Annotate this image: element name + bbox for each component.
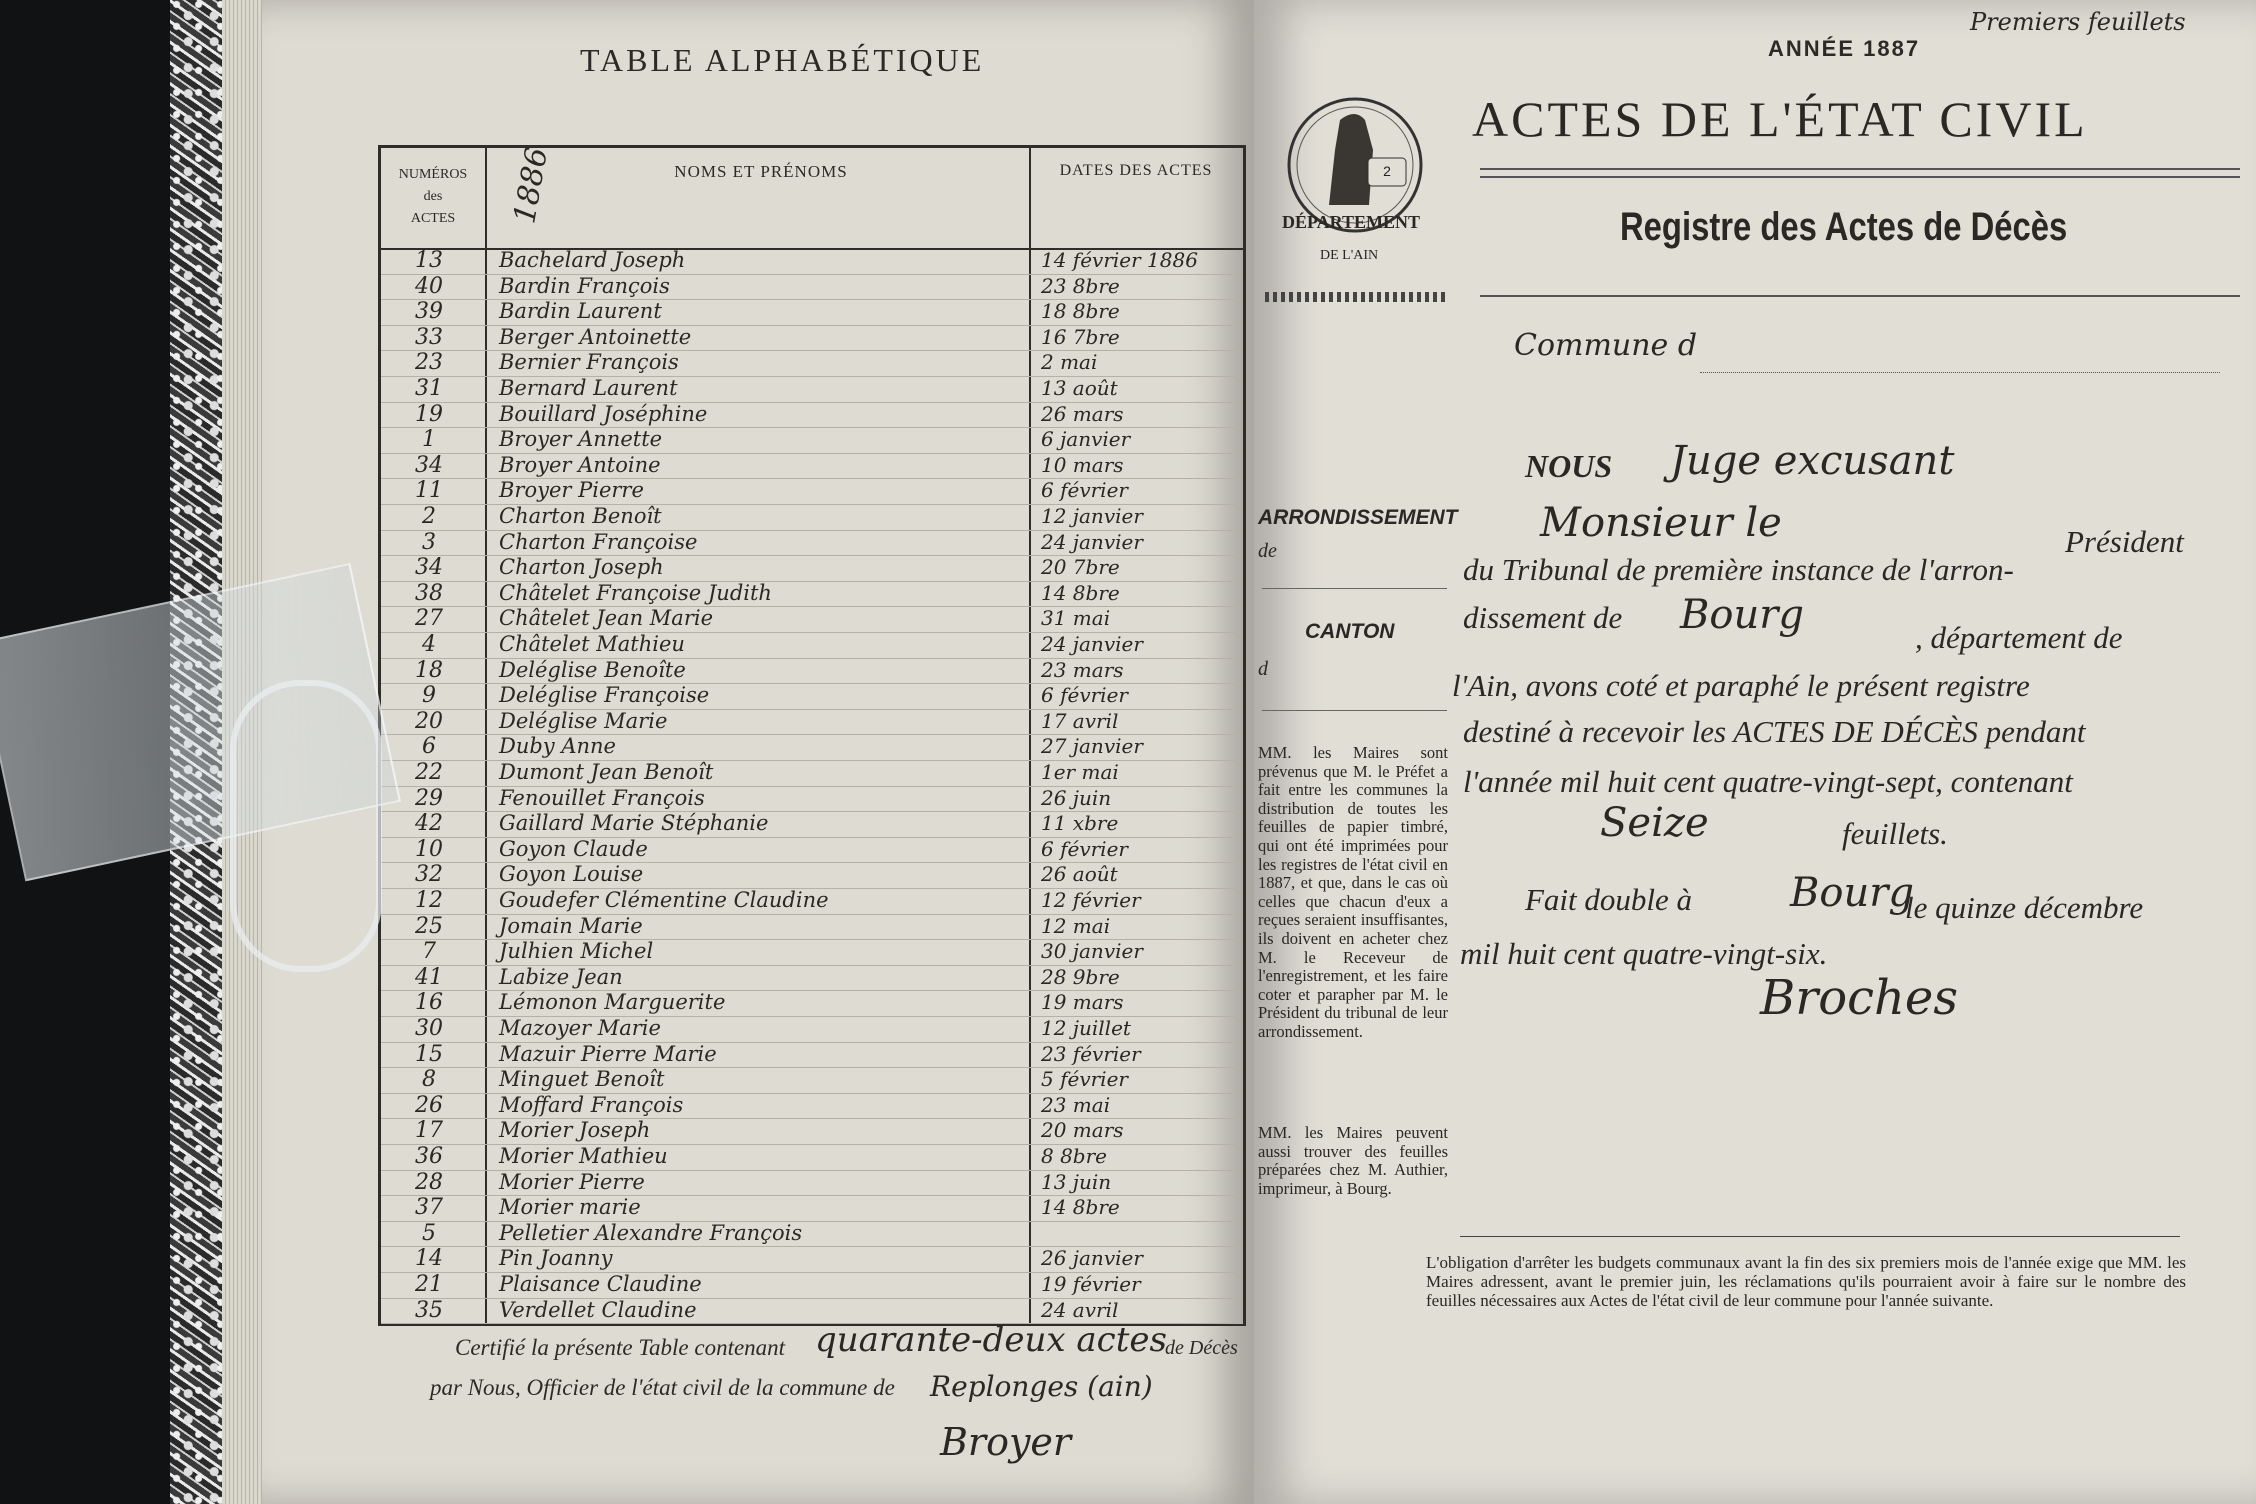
entry-date: 6 février <box>1041 478 1128 503</box>
table-row <box>381 862 1243 889</box>
entry-name: Bardin Laurent <box>499 299 662 324</box>
entry-name: Broyer Antoine <box>499 452 661 477</box>
entry-date: 6 février <box>1041 683 1128 708</box>
table-title: TABLE ALPHABÉTIQUE <box>580 42 985 78</box>
entry-date: 11 xbre <box>1041 811 1119 836</box>
entry-name: Goudefer Clémentine Claudine <box>499 888 829 912</box>
side-note-authier: MM. les Maires peuvent aussi trouver des feuilles préparées chez M. Authier, imprimeur, à Bourg. <box>1258 1123 1448 1198</box>
text-line-3: du Tribunal de première instance de l'arron- <box>1463 552 2014 587</box>
year-label: ANNÉE 1887 <box>1768 36 1921 61</box>
entry-name: Broyer Annette <box>499 427 663 452</box>
fill-monsieur: Monsieur le <box>1540 500 1782 546</box>
table-header <box>381 144 1243 250</box>
entry-name: Bardin François <box>499 273 670 298</box>
entry-number: 36 <box>415 1144 443 1169</box>
subtitle-rule <box>1480 295 2240 297</box>
entry-name: Fenouillet François <box>499 785 705 810</box>
entry-date: 14 février 1886 <box>1041 248 1198 272</box>
entry-date: 8 8bre <box>1041 1144 1108 1168</box>
entry-number: 30 <box>415 1016 443 1041</box>
side-note-maires: MM. les Maires sont prévenus que M. le Préfet a fait entre les communes la distribution de toutes les feuilles de papier timbré, qui ont été imprimées pour les registres de l'état civil en 1887, et que, dans le cas où celles que chacun d'eux a reçues seraient insuffisantes, ils doivent en acheter chez M. le Receveur de l'enregistrement, et les faire coter et parapher par M. le Président du tribunal de leur arrondissement. <box>1258 743 1448 1041</box>
arrondissement-label: ARRONDISSEMENT <box>1258 506 1458 529</box>
entry-date: 30 janvier <box>1041 939 1143 964</box>
entry-date: 26 août <box>1041 862 1118 887</box>
signature-right: Broches <box>1760 970 1958 1026</box>
header-numeros <box>383 164 483 230</box>
entry-number: 15 <box>415 1041 443 1067</box>
table-row <box>381 1246 1243 1273</box>
entry-date: 2 mai <box>1041 350 1098 375</box>
corner-note: Premiers feuillets <box>1970 8 2186 36</box>
entry-date: 1er mai <box>1041 760 1119 784</box>
table-row <box>381 1221 1243 1248</box>
commune-line <box>1700 372 2220 373</box>
entry-name: Morier marie <box>499 1195 641 1220</box>
table-row <box>381 299 1243 326</box>
bottom-note: L'obligation d'arrêter les budgets communaux avant la fin des six premiers mois de l'année exige que MM. les Maires adressent, avant le premier juin, les réclamations qu'ils pourraient avoir à faire sur le nombre des feuilles nécessaires aux Actes de l'état civil de leur commune pour l'année suivante. <box>1426 1253 2186 1310</box>
table-row <box>381 760 1243 787</box>
entry-date: 20 7bre <box>1041 555 1120 580</box>
register-subtitle: Registre des Actes de Décès <box>1620 205 2068 249</box>
canton-d: d <box>1258 658 1268 680</box>
text-date: le quinze décembre <box>1905 890 2144 925</box>
table-row <box>381 402 1243 429</box>
entry-name: Deléglise Marie <box>499 708 668 733</box>
entry-number: 20 <box>415 708 443 734</box>
entry-number: 9 <box>422 683 436 709</box>
entry-number: 37 <box>415 1195 443 1221</box>
entry-number: 22 <box>415 760 443 785</box>
entry-date: 23 mars <box>1041 657 1124 682</box>
entry-name: Bernier François <box>499 350 679 375</box>
entry-name: Pelletier Alexandre François <box>499 1220 803 1245</box>
text-year: mil huit cent quatre-vingt-six. <box>1460 936 1828 971</box>
table-row <box>381 478 1243 505</box>
entry-name: Berger Antoinette <box>499 324 692 349</box>
entry-number: 34 <box>415 555 443 581</box>
table-row <box>381 1042 1243 1069</box>
entry-number: 40 <box>415 273 443 299</box>
table-row <box>381 1195 1243 1222</box>
table-row <box>381 376 1243 403</box>
register-table <box>378 145 1246 1326</box>
side-rule <box>1262 710 1447 711</box>
entry-date: 13 août <box>1041 376 1118 400</box>
entry-name: Mazoyer Marie <box>499 1016 661 1040</box>
entry-name: Bernard Laurent <box>499 376 678 400</box>
entry-number: 6 <box>422 734 436 760</box>
entry-number: 31 <box>415 376 443 401</box>
bottom-rule <box>1460 1236 2180 1237</box>
entry-name: Gaillard Marie Stéphanie <box>499 811 769 836</box>
entry-name: Charton Joseph <box>499 555 664 580</box>
entry-number: 5 <box>422 1220 436 1246</box>
entry-date: 10 mars <box>1041 452 1124 477</box>
entry-date: 26 juin <box>1041 785 1112 810</box>
entry-number: 33 <box>415 324 443 350</box>
entry-name: Pin Joanny <box>499 1246 613 1271</box>
cert-commune: Replonges (ain) <box>930 1370 1153 1403</box>
entry-number: 27 <box>415 606 443 632</box>
table-row <box>381 1093 1243 1120</box>
entry-date: 12 juillet <box>1041 1016 1131 1040</box>
entry-number: 8 <box>422 1067 436 1093</box>
entry-date: 18 8bre <box>1041 299 1120 324</box>
entry-name: Deléglise Benoîte <box>499 657 686 682</box>
entry-date: 26 mars <box>1041 401 1124 426</box>
entry-number: 3 <box>422 529 436 555</box>
entry-date: 28 9bre <box>1041 964 1120 989</box>
entry-name: Goyon Louise <box>499 862 644 887</box>
table-row <box>381 837 1243 864</box>
entry-name: Verdellet Claudine <box>499 1297 697 1322</box>
title-rule <box>1480 176 2240 178</box>
entry-date: 6 février <box>1041 836 1128 861</box>
cert-line1-end: de Décès <box>1165 1337 1238 1359</box>
entry-name: Duby Anne <box>499 734 616 759</box>
ruler-ring <box>230 680 382 972</box>
entry-number: 42 <box>415 811 443 837</box>
entry-date: 12 février <box>1041 888 1141 912</box>
entry-number: 26 <box>415 1092 443 1118</box>
signature-left: Broyer <box>940 1420 1072 1464</box>
table-row <box>381 734 1243 761</box>
fill-seize: Seize <box>1600 800 1709 846</box>
entry-date: 12 janvier <box>1041 504 1143 528</box>
cert-quantity: quarante-deux actes <box>815 1320 1167 1360</box>
entry-date: 5 février <box>1041 1067 1128 1092</box>
entry-number: 4 <box>422 632 436 657</box>
entry-name: Labize Jean <box>499 964 623 989</box>
table-row <box>381 581 1243 608</box>
header-noms: NOMS ET PRÉNOMS <box>674 162 848 181</box>
entry-date: 23 8bre <box>1041 273 1120 298</box>
entry-number: 25 <box>415 913 443 939</box>
entry-number: 21 <box>415 1272 443 1297</box>
table-row <box>381 990 1243 1017</box>
table-row <box>381 1016 1243 1043</box>
commune-label: Commune d <box>1514 328 1698 363</box>
entry-date: 26 janvier <box>1041 1246 1143 1271</box>
entry-number: 29 <box>415 785 443 811</box>
text-line-4-end: , département de <box>1915 620 2123 655</box>
entry-name: Morier Joseph <box>499 1118 651 1143</box>
header-numeros-line: NUMÉROS <box>398 167 468 182</box>
entry-number: 18 <box>415 657 443 683</box>
certification-line-1 <box>455 1335 785 1361</box>
main-title: ACTES DE L'ÉTAT CIVIL <box>1472 91 2088 147</box>
table-row <box>381 709 1243 736</box>
entry-name: Minguet Benoît <box>499 1067 665 1092</box>
table-row <box>381 325 1243 352</box>
entry-date: 14 8bre <box>1041 1195 1120 1220</box>
text-line-4-start: dissement de <box>1463 600 1623 635</box>
entry-number: 17 <box>415 1118 443 1144</box>
table-row <box>381 248 1243 275</box>
entry-name: Châtelet Jean Marie <box>499 606 714 631</box>
entry-date: 31 mai <box>1041 606 1111 631</box>
entry-date: 14 8bre <box>1041 580 1120 605</box>
svg-text:2: 2 <box>1383 163 1391 179</box>
table-row <box>381 683 1243 710</box>
table-row <box>381 888 1243 915</box>
entry-name: Goyon Claude <box>499 836 648 861</box>
entry-number: 23 <box>415 350 443 376</box>
table-row <box>381 427 1243 454</box>
table-row <box>381 914 1243 941</box>
nous-label: NOUS <box>1525 448 1613 484</box>
entry-date: 23 février <box>1041 1041 1141 1066</box>
table-row <box>381 350 1243 377</box>
arrondissement-de: de <box>1258 540 1277 562</box>
entry-name: Lémonon Marguerite <box>499 990 726 1015</box>
stamp-departement: DÉPARTEMENT <box>1282 212 1421 232</box>
entry-name: Morier Mathieu <box>499 1144 668 1168</box>
entry-number: 28 <box>415 1169 443 1195</box>
table-row <box>381 811 1243 838</box>
entry-date: 20 mars <box>1041 1118 1124 1143</box>
table-row <box>381 632 1243 659</box>
title-rule <box>1480 168 2240 170</box>
table-row <box>381 530 1243 557</box>
table-row <box>381 965 1243 992</box>
entry-name: Plaisance Claudine <box>499 1272 702 1296</box>
entry-date: 24 avril <box>1041 1297 1119 1322</box>
entry-number: 39 <box>415 299 443 325</box>
text-line-6: destiné à recevoir les ACTES DE DÉCÈS pendant <box>1463 714 2086 749</box>
year-note: 1886 <box>507 144 556 227</box>
table-row <box>381 504 1243 531</box>
entry-name: Deléglise Françoise <box>499 683 710 708</box>
entry-name: Jomain Marie <box>499 913 643 938</box>
entry-number: 12 <box>415 888 443 913</box>
entry-date: 13 juin <box>1041 1169 1112 1194</box>
entry-number: 38 <box>415 580 443 606</box>
entry-date: 24 janvier <box>1041 529 1143 554</box>
entry-number: 32 <box>415 862 443 888</box>
entry-name: Dumont Jean Benoît <box>499 760 714 784</box>
table-row <box>381 1170 1243 1197</box>
entry-number: 11 <box>415 478 443 504</box>
entry-number: 19 <box>415 401 443 427</box>
entry-date: 16 7bre <box>1041 324 1120 349</box>
entry-name: Châtelet Mathieu <box>499 632 685 656</box>
entry-number: 41 <box>415 964 443 990</box>
text-president: Président <box>2065 524 2184 559</box>
entry-name: Charton Françoise <box>499 529 698 554</box>
entry-name: Mazuir Pierre Marie <box>499 1041 717 1066</box>
table-row <box>381 453 1243 480</box>
entry-number: 10 <box>415 836 443 862</box>
table-row <box>381 555 1243 582</box>
entry-date: 19 mars <box>1041 990 1124 1015</box>
certification-line-2: par Nous, Officier de l'état civil de la commune de <box>430 1375 895 1400</box>
text-line-5: l'Ain, avons coté et paraphé le présent registre <box>1452 668 2030 703</box>
entry-number: 7 <box>422 939 436 965</box>
wavy-divider <box>1265 292 1445 302</box>
table-row <box>381 606 1243 633</box>
table-row <box>381 1272 1243 1299</box>
entry-date: 24 janvier <box>1041 632 1143 656</box>
entry-date: 23 mai <box>1041 1092 1111 1117</box>
text-line-7: l'année mil huit cent quatre-vingt-sept, contenant <box>1463 764 2073 799</box>
fill-bourg: Bourg <box>1680 592 1804 638</box>
entry-number: 1 <box>422 427 436 453</box>
entry-date: 19 février <box>1041 1272 1141 1296</box>
table-row <box>381 939 1243 966</box>
entry-name: Julhien Michel <box>499 939 654 964</box>
header-numeros-line: des <box>423 189 443 204</box>
entry-name: Moffard François <box>499 1092 684 1117</box>
entry-name: Bouillard Joséphine <box>499 401 708 426</box>
header-numeros-line: ACTES <box>410 211 456 226</box>
table-row <box>381 658 1243 685</box>
entry-number: 34 <box>415 452 443 478</box>
header-dates: DATES DES ACTES <box>1059 162 1213 179</box>
entry-date: 27 janvier <box>1041 734 1143 759</box>
entry-name: Bachelard Joseph <box>499 248 686 272</box>
cert-text: Certifié la présente Table contenant <box>455 1335 786 1360</box>
entry-name: Châtelet Françoise Judith <box>499 580 772 605</box>
entry-date: 6 janvier <box>1041 427 1131 452</box>
entry-date: 17 avril <box>1041 708 1119 733</box>
table-row <box>381 1118 1243 1145</box>
entry-number: 14 <box>415 1246 443 1272</box>
table-row <box>381 1144 1243 1171</box>
table-row <box>381 786 1243 813</box>
entry-number: 16 <box>415 990 443 1016</box>
entry-date: 12 mai <box>1041 913 1111 938</box>
side-rule <box>1262 588 1447 589</box>
table-row <box>381 274 1243 301</box>
canton-label: CANTON <box>1305 620 1395 643</box>
table-row <box>381 1067 1243 1094</box>
entry-number: 35 <box>415 1297 443 1323</box>
stamp-ain: DE L'AIN <box>1320 248 1379 263</box>
entry-name: Morier Pierre <box>499 1169 645 1194</box>
entry-name: Charton Benoît <box>499 504 662 528</box>
text-feuillets: feuillets. <box>1842 816 1948 851</box>
entry-number: 13 <box>415 248 443 273</box>
fill-bourg-2: Bourg <box>1790 870 1914 916</box>
entry-number: 2 <box>422 504 436 529</box>
fill-juge: Juge excusant <box>1670 438 1955 484</box>
text-fait-double: Fait double à <box>1525 882 1693 917</box>
entry-name: Broyer Pierre <box>499 478 644 503</box>
